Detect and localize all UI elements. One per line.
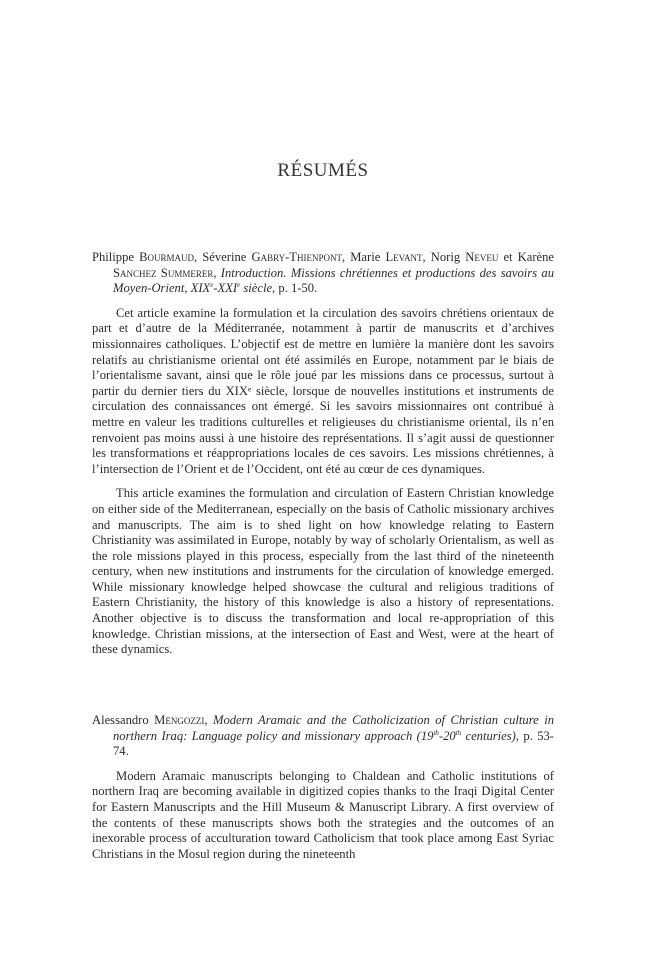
author-last: Bourmaud [139,250,195,264]
author-last: Neveu [465,250,499,264]
author-sep: , [341,250,351,264]
author-first: Marie [350,250,381,264]
abstract-english: This article examines the formulation and circulation of Eastern Christian knowledge on either side of the Mediterranean, especially on the basis of Catholic missionary archives and manuscripts. The aim is to shed light on how knowledge relating to Eastern Christianity was assimilated in Europe, notably by way of scholarly Orientalism, as well as the role missions played in this process, especially from the last third of the nineteenth century, when new institutions and instruments for the circulation of knowledge emerged. While missionary knowledge helped showcase the cultural and religious traditions of Eastern Christianity, the history of this knowledge is also a history of representations. Another objective is to discuss the transformation and local re-appropriation of this knowledge. Christian missions, at the intersection of East and West, were at the heart of these dynamics. [92,486,554,657]
author-last: Mengozzi [154,713,205,727]
page-range: , p. 53-74. [113,728,554,759]
abstract-entry [92,713,554,862]
article-title: Introduction. Missions chrétiennes et productions des savoirs au Moyen-Orient, XIXe-XXIe siècle [113,265,555,296]
author-sep: et [498,250,518,264]
author-last: Sanchez Summerer [113,265,214,280]
entry-heading: Alessandro Mengozzi, Modern Aramaic and the Catholicization of Christian culture in northern Iraq: Language policy and missionary approach (19th-20th centuries), p. 53-74. [92,713,555,759]
author-sep: , [194,250,203,264]
author-last: Levant [385,250,423,264]
article-title: Modern Aramaic and the Catholicization of Christian culture in northern Iraq: Language policy and missionary approach (19th-20th centuries) [113,713,555,743]
abstract-english: Modern Aramaic manuscripts belonging to Chaldean and Catholic institutions of northern Iraq are becoming available in digitized copies thanks to the Iraqi Digital Center for Eastern Manuscripts and the Hill Museum & Manuscript Library. A first overview of the contents of these manuscripts shows both the strategies and the outcomes of an inexorable process of acculturation toward Catholicism that took place among East Syriac Christians in the Mosul region during the nineteenth [92,768,554,861]
author-sep: , [213,265,221,280]
page-range: , p. 1-50. [272,281,318,296]
author-last: Gabry-Thienpont [251,250,342,264]
abstract-entry [92,250,554,658]
author-first: Norig [430,250,461,264]
author-first: Séverine [202,250,247,264]
author-first: Philippe [92,250,134,264]
author-first: Karène [517,250,555,264]
page-title: RÉSUMÉS [277,160,369,181]
abstract-french: Cet article examine la formulation et la circulation des savoirs chrétiens orientaux de part et d’autre de la Méditerranée, notamment à partir de manuscrits et d’archives missionnaires catholiques. L’objectif est de mettre en lumière la manière dont les savoirs relatifs au christianisme oriental ont été assimilés en Europe, notamment par le biais de l’orientalisme savant, ainsi que le rôle joué par les missions dans ce processus, surtout à partir du dernier tiers du XIXᵉ siècle, lorsque de nouvelles institutions et instruments de circulation des connaissances ont émergé. Si les savoirs missionnaires ont contribué à mettre en valeur les traditions culturelles et religieuses du christianisme oriental, ils n’en renvoient pas moins aussi à une histoire des représentations. Il s’agit aussi de questionner les transformations et réappropriations locales de ces savoirs. Les missions chrétiennes, à l’intersection de l’Orient et de l’Occident, ont été au cœur de ces dynamiques. [92,305,554,476]
author-sep: , [422,250,431,264]
entry-heading [92,250,554,297]
author-first: Alessandro [92,713,149,727]
